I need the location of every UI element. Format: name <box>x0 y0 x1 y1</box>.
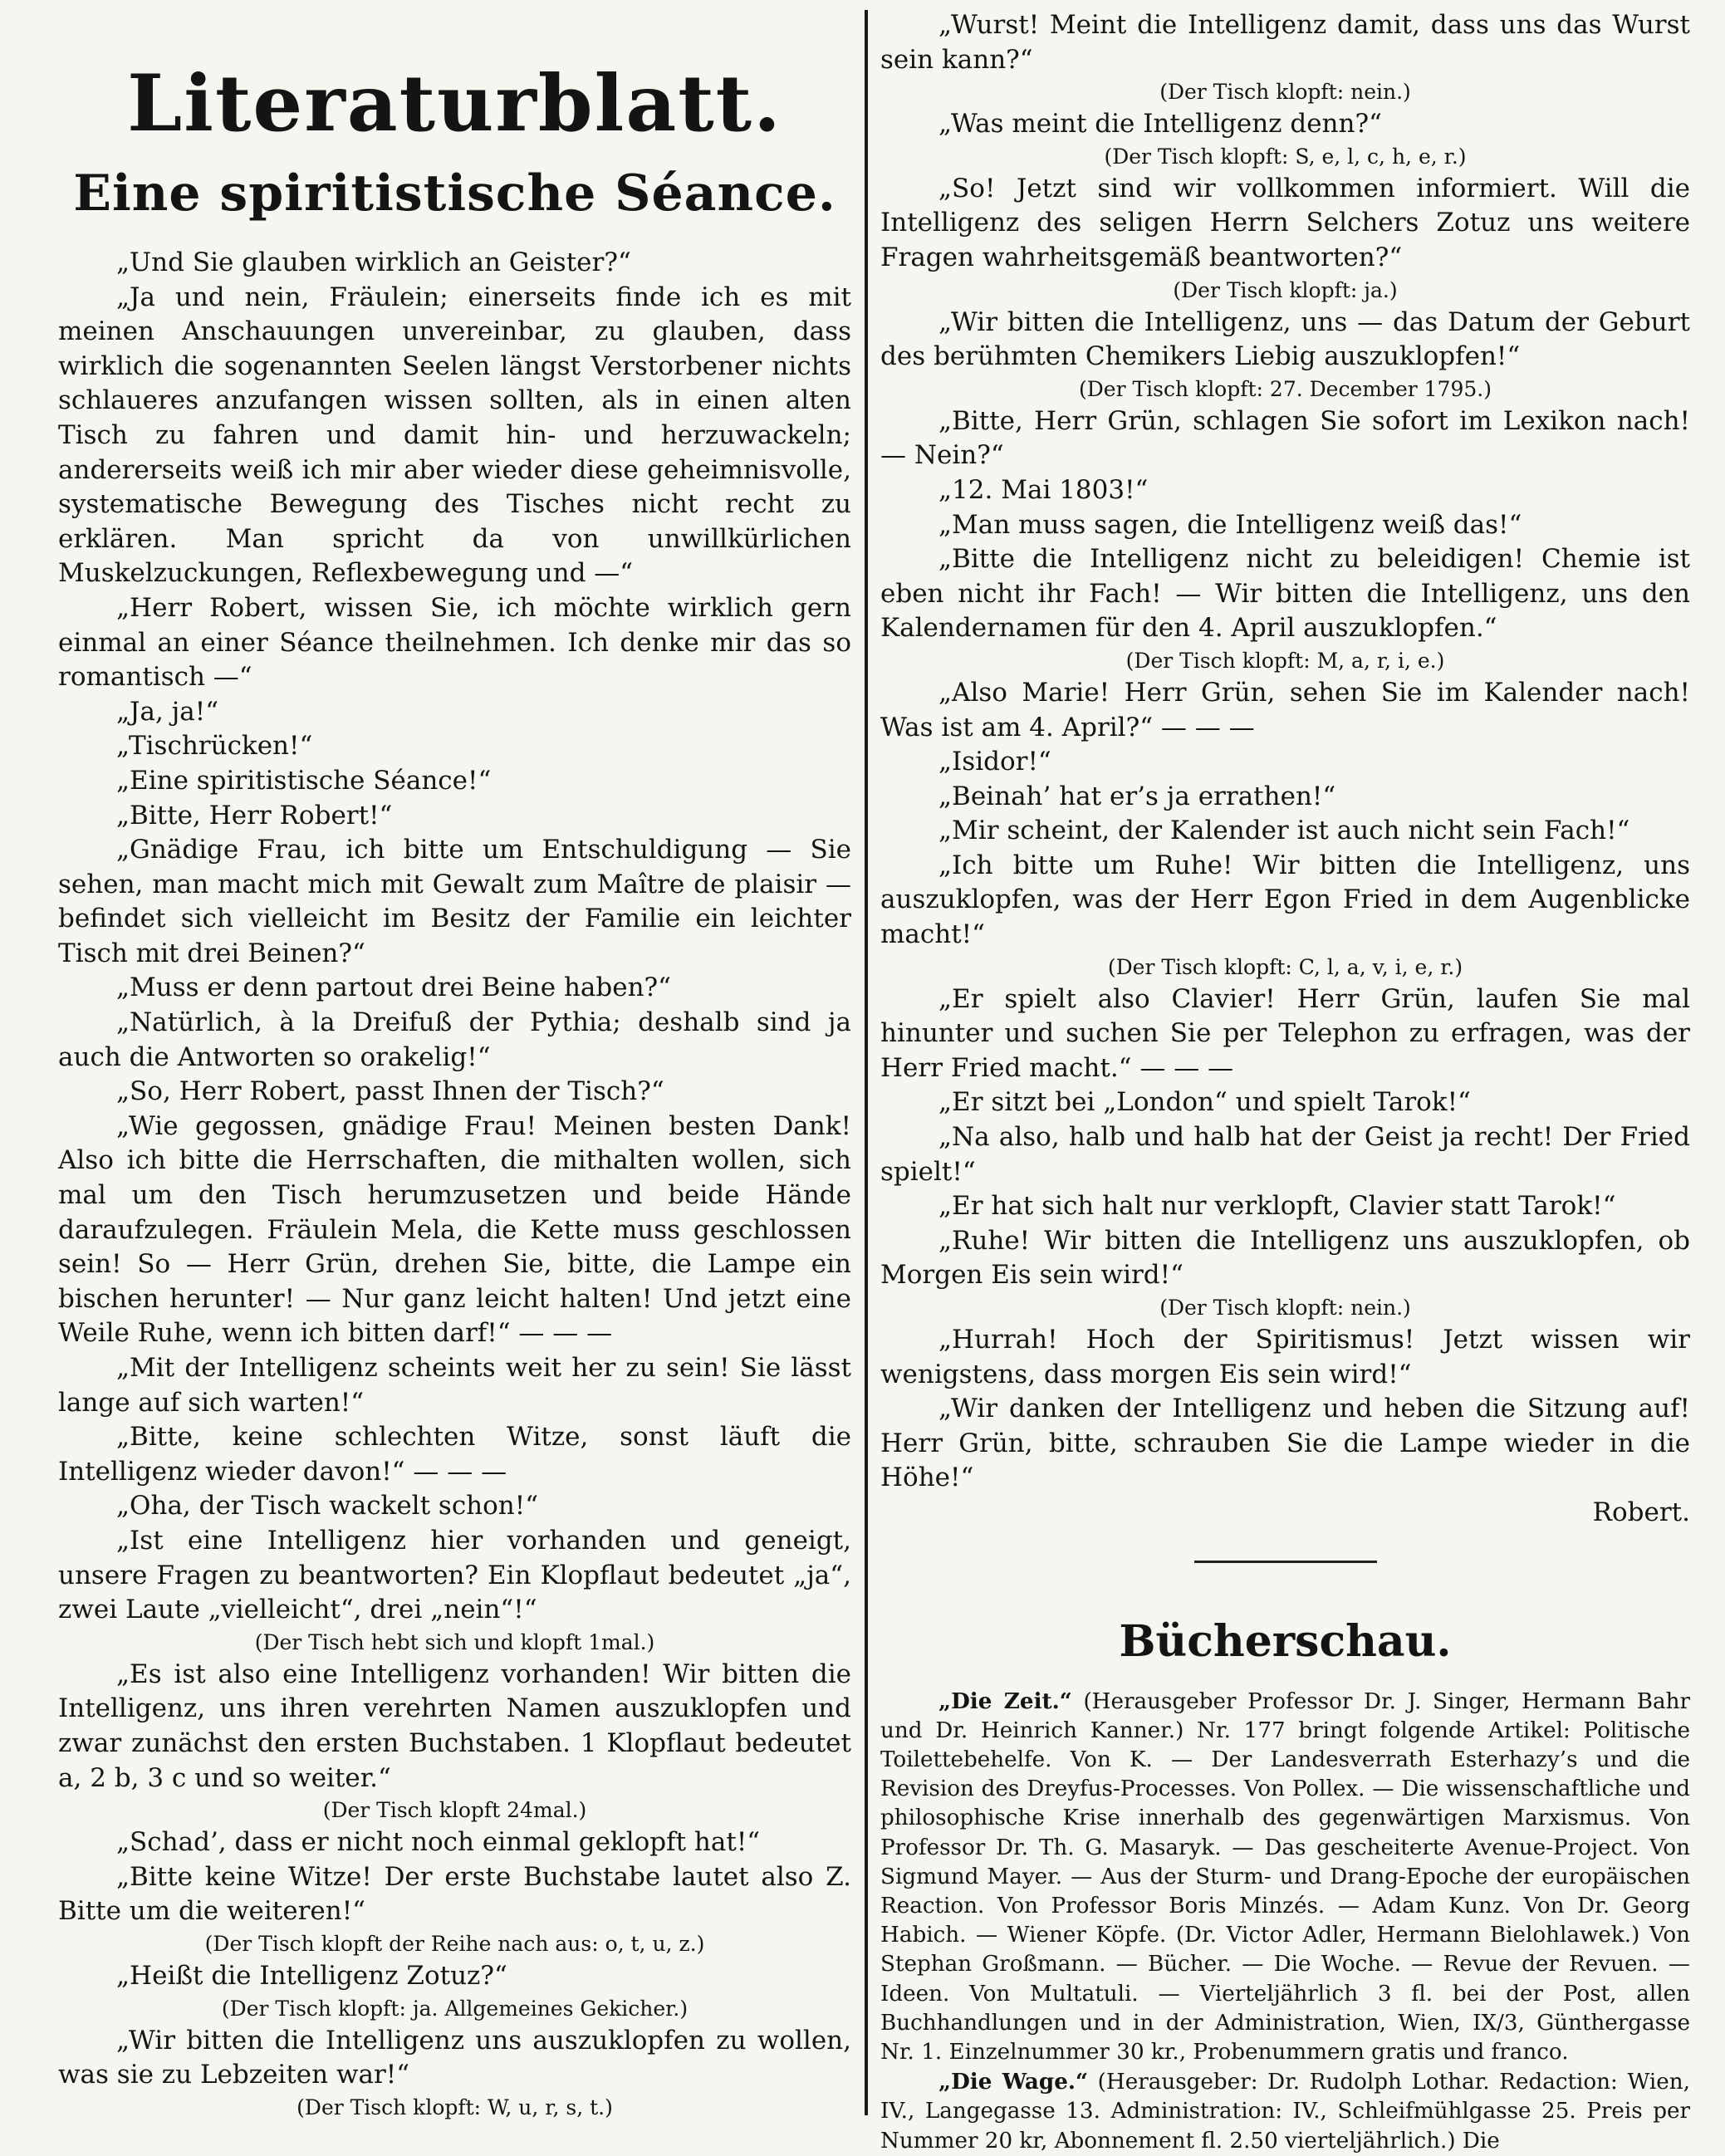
dialogue-paragraph: „Bitte keine Witze! Der erste Buchstabe lautet also Z. Bitte um die weiteren!“ <box>58 1861 851 1927</box>
article-left-body <box>58 246 851 2123</box>
dialogue-paragraph: „Bitte die Intelligenz nicht zu beleidigen! Chemie ist eben nicht ihr Fach! — Wir bitten die Intelligenz, uns den Kalendernamen für den 4. April auszuklopfen.“ <box>880 544 1690 644</box>
review-title: Bücherschau. <box>1119 1615 1452 1667</box>
dialogue-paragraph: „Wir danken der Intelligenz und heben die Sitzung auf! Herr Grün, bitte, schrauben Sie die Lampe wieder in die Höhe!“ <box>880 1394 1690 1493</box>
article-title: Eine spiritistische Séance. <box>73 164 836 223</box>
dialogue-paragraph: „Eine spiritistische Séance!“ <box>116 765 492 796</box>
dialogue-paragraph: „Was meint die Intelligenz denn?“ <box>938 109 1382 140</box>
review-entry-text: (Herausgeber: Dr. Rudolph Lothar. Redaction: Wien, IV., Langegasse 13. Administration: IV., Schleifmühlgasse 25. Preis per Nummer 20 kr, Abonnement fl. 2.50 vierteljährlich.) Die <box>880 2070 1690 2154</box>
dialogue-paragraph: „Hurrah! Hoch der Spiritismus! Jetzt wissen wir wenigstens, dass morgen Eis sein wird!“ <box>880 1325 1690 1389</box>
article-signature: Robert. <box>1592 1497 1690 1527</box>
dialogue-paragraph: „Es ist also eine Intelligenz vorhanden! Wir bitten die Intelligenz, uns ihren verehrten Namen auszuklopfen und zwar zunächst den ersten Buchstaben. 1 Klopflaut bedeutet a, 2 b, 3 c und so weiter.“ <box>58 1659 851 1793</box>
dialogue-paragraph: „Na also, halb und halb hat der Geist ja recht! Der Fried spielt!“ <box>880 1122 1690 1187</box>
dialogue-paragraph: „So! Jetzt sind wir vollkommen informiert. Will die Intelligenz des seligen Herrn Selchers Zotuz uns weitere Fragen wahrheitsgemäß beantworten?“ <box>880 173 1690 272</box>
dialogue-paragraph: „Mit der Intelligenz scheints weit her zu sein! Sie lässt lange auf sich warten!“ <box>58 1353 851 1418</box>
dialogue-paragraph: „Herr Robert, wissen Sie, ich möchte wirklich gern einmal an einer Séance theilnehmen. Ich denke mir das so romantisch —“ <box>58 592 851 693</box>
review-entry <box>880 2067 1690 2156</box>
dialogue-paragraph: „Ruhe! Wir bitten die Intelligenz uns auszuklopfen, ob Morgen Eis sein wird!“ <box>880 1225 1690 1291</box>
dialogue-paragraph: „Wurst! Meint die Intelligenz damit, dass uns das Wurst sein kann?“ <box>880 10 1690 75</box>
stage-direction: (Der Tisch klopft: M, a, r, i, e.) <box>1125 648 1445 673</box>
dialogue-paragraph: „Bitte, Herr Grün, schlagen Sie sofort im Lexikon nach! — Nein?“ <box>880 405 1690 471</box>
section-separator <box>1194 1561 1377 1563</box>
dialogue-paragraph: „12. Mai 1803!“ <box>938 474 1149 505</box>
dialogue-paragraph: „Wir bitten die Intelligenz, uns — das Datum der Geburt des berühmten Chemikers Liebig auszuklopfen!“ <box>880 306 1690 372</box>
dialogue-paragraph: „Bitte, Herr Robert!“ <box>116 800 393 831</box>
stage-direction: (Der Tisch klopft 24mal.) <box>322 1798 587 1823</box>
stage-direction: (Der Tisch klopft: 27. December 1795.) <box>1079 376 1492 401</box>
dialogue-paragraph: „Ja und nein, Fräulein; einerseits finde ich es mit meinen Anschauungen unvereinbar, zu glauben, dass wirklich die sogenannten Seelen längst Verstorbener nichts schlaueres anzufangen wissen sollten, als in einen alten Tisch zu fahren und damit hin- und herzuwackeln; andererseits weiß ich mir aber wieder diese geheimnisvolle, systematische Bewegung des Tisches nicht recht zu erklären. Man spricht da von unwillkürlichen Muskelzuckungen, Reflexbewegung und —“ <box>58 282 851 589</box>
dialogue-paragraph: „Ja, ja!“ <box>116 696 219 727</box>
dialogue-paragraph: „Natürlich, à la Dreifuß der Pythia; deshalb sind ja auch die Antworten so orakelig!“ <box>58 1007 851 1072</box>
stage-direction: (Der Tisch klopft: ja.) <box>1173 277 1398 302</box>
dialogue-paragraph: „So, Herr Robert, passt Ihnen der Tisch?“ <box>116 1076 664 1107</box>
stage-direction: (Der Tisch klopft: nein.) <box>1159 80 1411 105</box>
dialogue-paragraph: „Isidor!“ <box>938 747 1051 777</box>
review-body <box>880 1687 1690 2156</box>
article-right-body <box>880 8 1690 1496</box>
masthead: Literaturblatt. <box>127 58 782 149</box>
dialogue-paragraph: „Und Sie glauben wirklich an Geister?“ <box>116 247 631 277</box>
stage-direction: (Der Tisch klopft der Reihe nach aus: o, t, u, z.) <box>204 1931 705 1956</box>
dialogue-paragraph: „Mir scheint, der Kalender ist auch nicht sein Fach!“ <box>938 816 1630 846</box>
stage-direction: (Der Tisch hebt sich und klopft 1mal.) <box>254 1629 655 1654</box>
dialogue-paragraph: „Tischrücken!“ <box>116 731 313 762</box>
review-periodical-name: „Die Zeit.“ <box>938 1688 1072 1714</box>
column-divider <box>865 10 868 2115</box>
stage-direction: (Der Tisch klopft: ja. Allgemeines Gekicher.) <box>221 1996 689 2021</box>
dialogue-paragraph: „Beinah’ hat er’s ja errathen!“ <box>938 781 1336 811</box>
dialogue-paragraph: „Wir bitten die Intelligenz uns auszuklopfen zu wollen, was sie zu Lebzeiten war!“ <box>58 2025 851 2090</box>
review-entry <box>880 1687 1690 2068</box>
dialogue-paragraph: „Er hat sich halt nur verklopft, Clavier statt Tarok!“ <box>938 1191 1616 1222</box>
dialogue-paragraph: „Er spielt also Clavier! Herr Grün, laufen Sie mal hinunter und suchen Sie per Telephon zu erfragen, was der Herr Fried macht.“ — — — <box>880 983 1690 1083</box>
dialogue-paragraph: „Also Marie! Herr Grün, sehen Sie im Kalender nach! Was ist am 4. April?“ — — — <box>880 677 1690 742</box>
dialogue-paragraph: „Wie gegossen, gnädige Frau! Meinen besten Dank! Also ich bitte die Herrschaften, die mithalten wollen, sich mal um den Tisch herumzusetzen und beide Hände daraufzulegen. Fräulein Mela, die Kette muss geschlossen sein! So — Herr Grün, drehen Sie, bitte, die Lampe ein bischen herunter! — Nur ganz leicht halten! Und jetzt eine Weile Ruhe, wenn ich bitten darf!“ — — — <box>58 1110 851 1349</box>
dialogue-paragraph: „Er sitzt bei „London“ und spielt Tarok!“ <box>938 1087 1471 1118</box>
review-periodical-name: „Die Wage.“ <box>938 2069 1089 2095</box>
dialogue-paragraph: „Muss er denn partout drei Beine haben?“ <box>116 973 672 1003</box>
review-entry-text: (Herausgeber Professor Dr. J. Singer, Hermann Bahr und Dr. Heinrich Kanner.) Nr. 177 bringt folgende Artikel: Politische Toilettebehelfe. Von K. — Der Landesverrath Esterhazy’s und die Revision des Dreyfus-Processes. Von Pollex. — Die wissenschaftliche und philosophische Krise innerhalb des gegenwärtigen Marxismus. Von Professor Dr. Th. G. Masaryk. — Das gescheiterte Avenue-Project. Von Sigmund Mayer. — Aus der Sturm- und Drang-Epoche der europäischen Reaction. Von Professor Boris Minzés. — Adam Kunz. Von Dr. Georg Habich. — Wiener Köpfe. (Dr. Victor Adler, Hermann Bielohlawek.) Von Stephan Großmann. — Bücher. — Die Woche. — Revue der Revuen. — Ideen. Von Multatuli. — Vierteljährlich 3 fl. bei der Post, allen Buchhandlungen und in der Administration, Wien, IX/3, Günthergasse Nr. 1. Einzelnummer 30 kr., Probenummern gratis und franco. <box>880 1688 1690 2065</box>
dialogue-paragraph: „Ist eine Intelligenz hier vorhanden und geneigt, unsere Fragen zu beantworten? Ein Klopflaut bedeutet „ja“, zwei Laute „vielleicht“, drei „nein“!“ <box>58 1525 851 1625</box>
dialogue-paragraph: „Man muss sagen, die Intelligenz weiß das!“ <box>938 509 1522 540</box>
dialogue-paragraph: „Bitte, keine schlechten Witze, sonst läuft die Intelligenz wieder davon!“ — — — <box>58 1422 851 1487</box>
dialogue-paragraph: „Oha, der Tisch wackelt schon!“ <box>116 1491 539 1521</box>
stage-direction: (Der Tisch klopft: C, l, a, v, i, e, r.) <box>1107 954 1463 979</box>
left-column <box>58 33 851 2123</box>
stage-direction: (Der Tisch klopft: nein.) <box>1159 1296 1411 1320</box>
dialogue-paragraph: „Schad’, dass er nicht noch einmal geklopft hat!“ <box>116 1827 761 1858</box>
dialogue-paragraph: „Heißt die Intelligenz Zotuz?“ <box>116 1960 507 1991</box>
stage-direction: (Der Tisch klopft: W, u, r, s, t.) <box>296 2095 613 2119</box>
stage-direction: (Der Tisch klopft: S, e, l, c, h, e, r.) <box>1104 144 1467 169</box>
dialogue-paragraph: „Ich bitte um Ruhe! Wir bitten die Intelligenz, uns auszuklopfen, was der Herr Egon Fried in dem Augenblicke macht!“ <box>880 850 1690 950</box>
right-column <box>880 8 1690 2156</box>
dialogue-paragraph: „Gnädige Frau, ich bitte um Entschuldigung — Sie sehen, man macht mich mit Gewalt zum Maître de plaisir — befindet sich vielleicht im Besitz der Familie ein leichter Tisch mit drei Beinen?“ <box>58 835 851 968</box>
